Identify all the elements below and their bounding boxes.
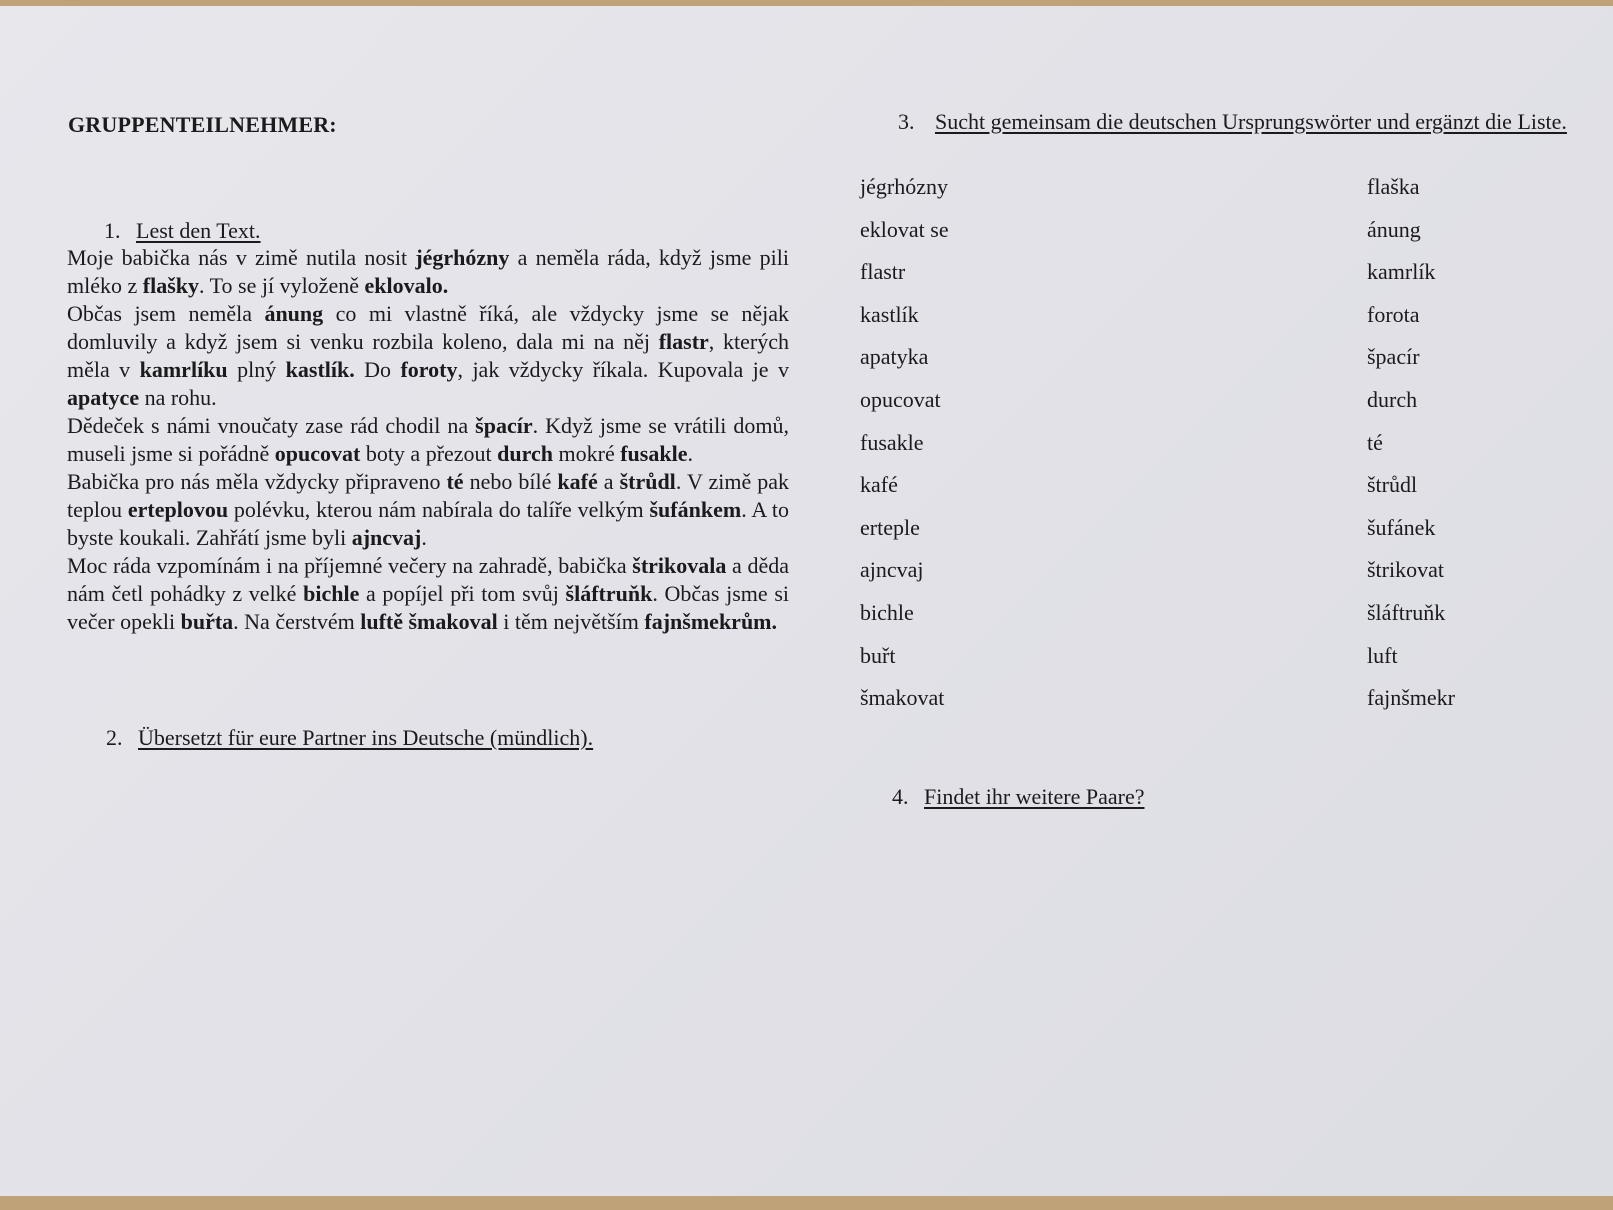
text-run: Občas jsem neměla (67, 301, 265, 326)
word-list-item: erteple (860, 514, 920, 540)
text-run: Do (354, 357, 401, 382)
word-list-item: buřt (860, 642, 896, 668)
worksheet-paper (0, 6, 1613, 1196)
text-run: a děda nám četl pohádky z velké (67, 553, 789, 606)
word-list-item: opucovat (860, 386, 941, 412)
word-list-item: durch (1367, 386, 1418, 412)
text-run: . Když jsme se vrátili domů, museli jsme si pořádně (67, 413, 789, 466)
story-paragraph (67, 552, 789, 636)
czech-words-column-right (1367, 166, 1455, 720)
text-run: co mi vlastně říká, ale vždycky jsme se nějak domluvily a když jsem si venku rozbila koleno, dala mi na něj (67, 301, 789, 354)
text-run: Moje babička nás v zimě nutila nosit (67, 245, 416, 270)
highlighted-word: kastlík. (285, 357, 355, 382)
word-list-item: šláftruňk (1367, 599, 1446, 625)
text-run: . (687, 441, 693, 466)
word-list-item: apatyka (860, 344, 929, 370)
word-list-item: forota (1367, 301, 1420, 327)
highlighted-word: flašky (142, 273, 200, 298)
story-paragraph (67, 412, 789, 468)
word-list-item: eklovat se (860, 216, 949, 242)
text-run: . A to byste koukali. Zahřátí jsme byli (67, 497, 789, 550)
highlighted-word: kafé (557, 469, 598, 494)
highlighted-word: té (446, 469, 464, 494)
text-run: . Na čerstvém (233, 609, 361, 634)
highlighted-word: šmakoval (408, 609, 498, 634)
text-run: Moc ráda vzpomínám i na příjemné večery na zahradě, babička (67, 553, 633, 578)
word-list-item: štrikovat (1367, 557, 1444, 583)
text-run: , jak vždycky říkala. Kupovala je v (457, 357, 789, 382)
story-paragraph (67, 468, 789, 552)
word-list-item: šufánek (1367, 514, 1436, 540)
highlighted-word: flastr (658, 329, 709, 354)
highlighted-word: štrikovala (632, 553, 727, 578)
task-1-number: 1. (104, 218, 121, 243)
highlighted-word: buřta (180, 609, 234, 634)
word-list-item: jégrhózny (860, 174, 948, 199)
task-4-number: 4. (892, 784, 909, 809)
highlighted-word: štrůdl (619, 469, 676, 494)
story-paragraph (67, 300, 789, 412)
highlighted-word: eklovalo. (364, 273, 449, 298)
word-list-item: flastr (860, 259, 906, 285)
highlighted-word: jégrhózny (415, 245, 510, 270)
czech-words-column-left (860, 166, 949, 720)
text-run: . To se jí vyloženě (199, 273, 365, 298)
story-paragraph (67, 244, 789, 300)
text-run: boty a přezout (360, 441, 498, 466)
highlighted-word: foroty (400, 357, 458, 382)
text-run: Babička pro nás měla vždycky připraveno (67, 469, 447, 494)
word-list-item: fajnšmekr (1367, 685, 1455, 711)
text-run: . V zimě pak teplou (67, 469, 790, 522)
text-run: a neměla ráda, když jsme pili mléko z (67, 245, 790, 298)
text-run: . Občas jsme si večer opekli (67, 581, 789, 634)
word-list-item: luft (1367, 642, 1398, 668)
task-4 (892, 784, 1145, 810)
highlighted-word: apatyce (67, 385, 140, 410)
task-1-title: Lest den Text. (136, 218, 261, 243)
task-3-title: Sucht gemeinsam die deutschen Ursprungswörter und ergänzt die Liste. (935, 109, 1567, 134)
task-3-number: 3. (898, 109, 915, 134)
highlighted-word: fusakle (620, 441, 688, 466)
word-list-item: kastlík (860, 301, 919, 327)
highlighted-word: ánung (264, 301, 324, 326)
text-run: a popíjel při tom svůj (359, 581, 566, 606)
highlighted-word: kamrlíku (139, 357, 228, 382)
word-list-item: ajncvaj (860, 557, 924, 583)
word-list-item: šmakovat (860, 685, 945, 711)
text-run: , kterých měla v (67, 329, 789, 382)
highlighted-word: durch (497, 441, 554, 466)
word-list-item: kamrlík (1367, 259, 1436, 285)
task-4-title: Findet ihr weitere Paare? (924, 784, 1145, 809)
text-run: a (597, 469, 620, 494)
highlighted-word: luftě (360, 609, 403, 634)
highlighted-word: šufánkem (649, 497, 742, 522)
story-text (67, 244, 789, 636)
highlighted-word: opucovat (274, 441, 361, 466)
highlighted-word: šláftruňk (565, 581, 653, 606)
highlighted-word: bichle (303, 581, 360, 606)
word-list-item: fusakle (860, 429, 924, 455)
highlighted-word: fajnšmekrům. (644, 609, 778, 634)
task-1 (104, 218, 261, 244)
task-2 (106, 725, 593, 751)
word-list-item: flaška (1367, 174, 1420, 199)
text-run: na rohu. (139, 385, 217, 410)
highlighted-word: ajncvaj (351, 525, 422, 550)
highlighted-word: špacír (475, 413, 533, 438)
word-list-item: špacír (1367, 344, 1420, 370)
word-list-item: bichle (860, 599, 914, 625)
text-run: polévku, kterou nám nabírala do talíře velkým (228, 497, 650, 522)
participants-heading: GRUPPENTEILNEHMER: (68, 112, 337, 137)
word-list-item: štrůdl (1367, 472, 1418, 498)
task-2-title: Übersetzt für eure Partner ins Deutsche (mündlich). (138, 725, 594, 750)
highlighted-word: erteplovou (127, 497, 229, 522)
text-run: i těm největším (497, 609, 645, 634)
text-run: mokré (553, 441, 621, 466)
word-list-item: ánung (1367, 216, 1421, 242)
task-3 (898, 108, 1598, 136)
text-run: . (421, 525, 427, 550)
text-run: plný (227, 357, 286, 382)
text-run: nebo bílé (463, 469, 558, 494)
task-2-number: 2. (106, 725, 123, 750)
word-list-item: té (1367, 429, 1383, 455)
word-list-item: kafé (860, 472, 898, 498)
text-run: Dědeček s námi vnoučaty zase rád chodil na (67, 413, 476, 438)
